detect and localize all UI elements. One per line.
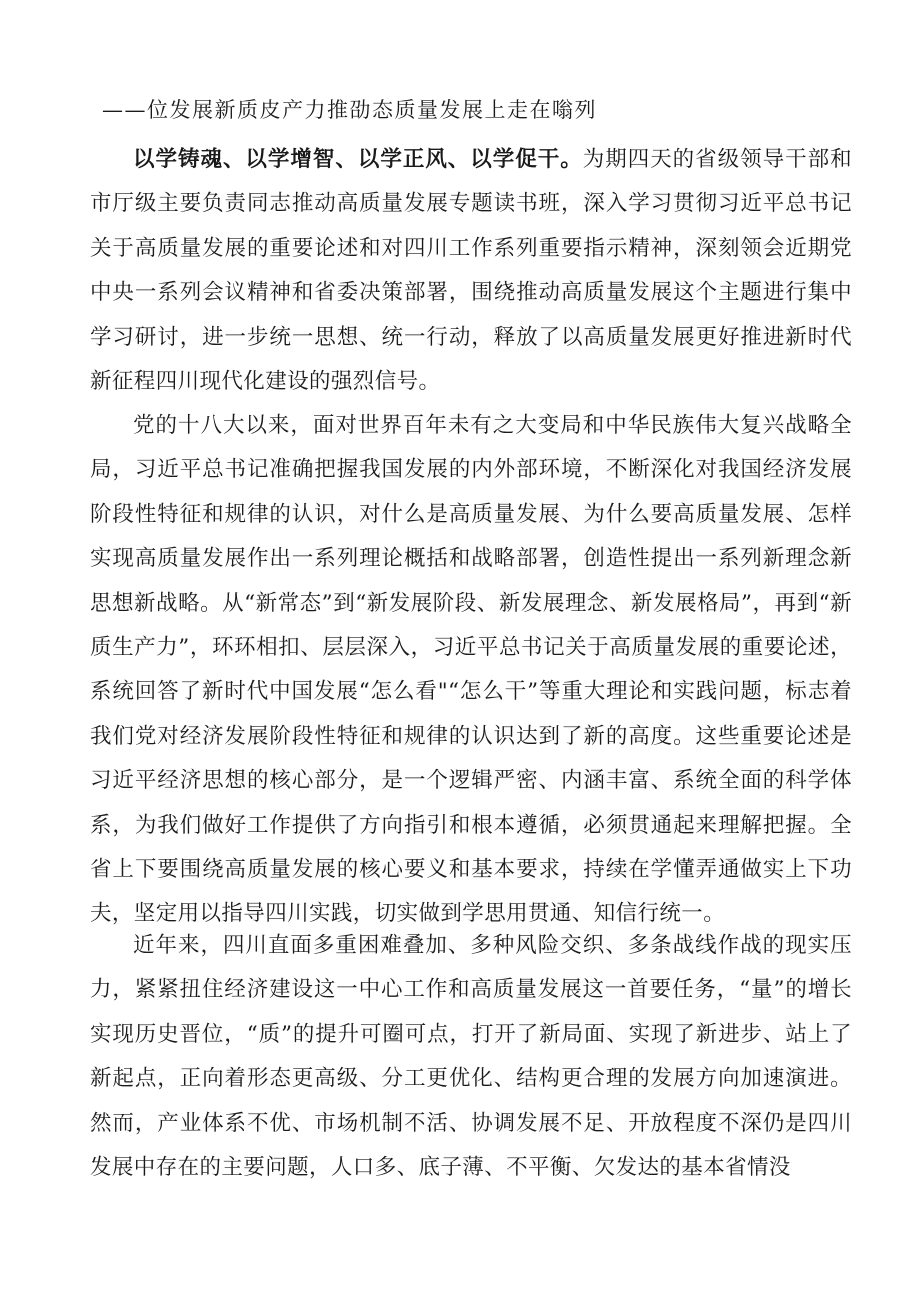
paragraph-1-text: 为期四天的省级领导干部和市厅级主要负责同志推动高质量发展专题读书班，深入学习贯彻习近平总书记关于高质量发展的重要论述和对四川工作系列重要指示精神，深刻领会近期党中央一系列会议精神和省委决策部署，围绕推动高质量发展这个主题进行集中学习研讨，进一步统一思想、统一行动，释放了以高质量发展更好推进新时代新征程四川现代化建设的强烈信号。	[90, 147, 852, 395]
paragraph-2	[90, 404, 852, 937]
paragraph-2-text: 党的十八大以来，面对世界百年未有之大变局和中华民族伟大复兴战略全局，习近平总书记准确把握我国发展的内外部环境，不断深化对我国经济发展阶段性特征和规律的认识，对什么是高质量发展、为什么要高质量发展、怎样实现高质量发展作出一系列理论概括和战略部署，创造性提出一系列新理念新思想新战略。从“新常态”到“新发展阶段、新发展理念、新发展格局”，再到“新质生产力”，环环相扣、层层深入，习近平总书记关于高质量发展的重要论述，系统回答了新时代中国发展“怎么看"“怎么干”等重大理论和实践问题，标志着我们党对经济发展阶段性特征和规律的认识达到了新的高度。这些重要论述是习近平经济思想的核心部分，是一个逻辑严密、内涵丰富、系统全面的科学体系，为我们做好工作提供了方向指引和根本遵循，必须贯通起来理解把握。全省上下要围绕高质量发展的核心要义和基本要求，持续在学懂弄通做实上下功夫，坚定用以指导四川实践，切实做到学思用贯通、知信行统一。	[90, 413, 852, 927]
paragraph-1	[90, 138, 852, 404]
document-subtitle: ——位发展新质皮产力推劭态质量发展上走在嗡列	[102, 98, 597, 122]
paragraph-1-lead: 以学铸魂、以学增智、以学正风、以学促干。	[133, 147, 583, 172]
paragraph-3-text: 近年来，四川直面多重困难叠加、多种风险交织、多条战线作战的现实压力，紧紧扭住经济建设这一中心工作和高质量发展这一首要任务，“量”的增长实现历史晋位，“质”的提升可圈可点，打开了新局面、实现了新进步、站上了新起点，正向着形态更高级、分工更优化、结构更合理的发展方向加速演进。然而，产业体系不优、市场机制不活、协调发展不足、开放程度不深仍是四川发展中存在的主要问题，人口多、底子薄、不平衡、欠发达的基本省情没	[90, 933, 852, 1181]
paragraph-3	[90, 924, 852, 1190]
